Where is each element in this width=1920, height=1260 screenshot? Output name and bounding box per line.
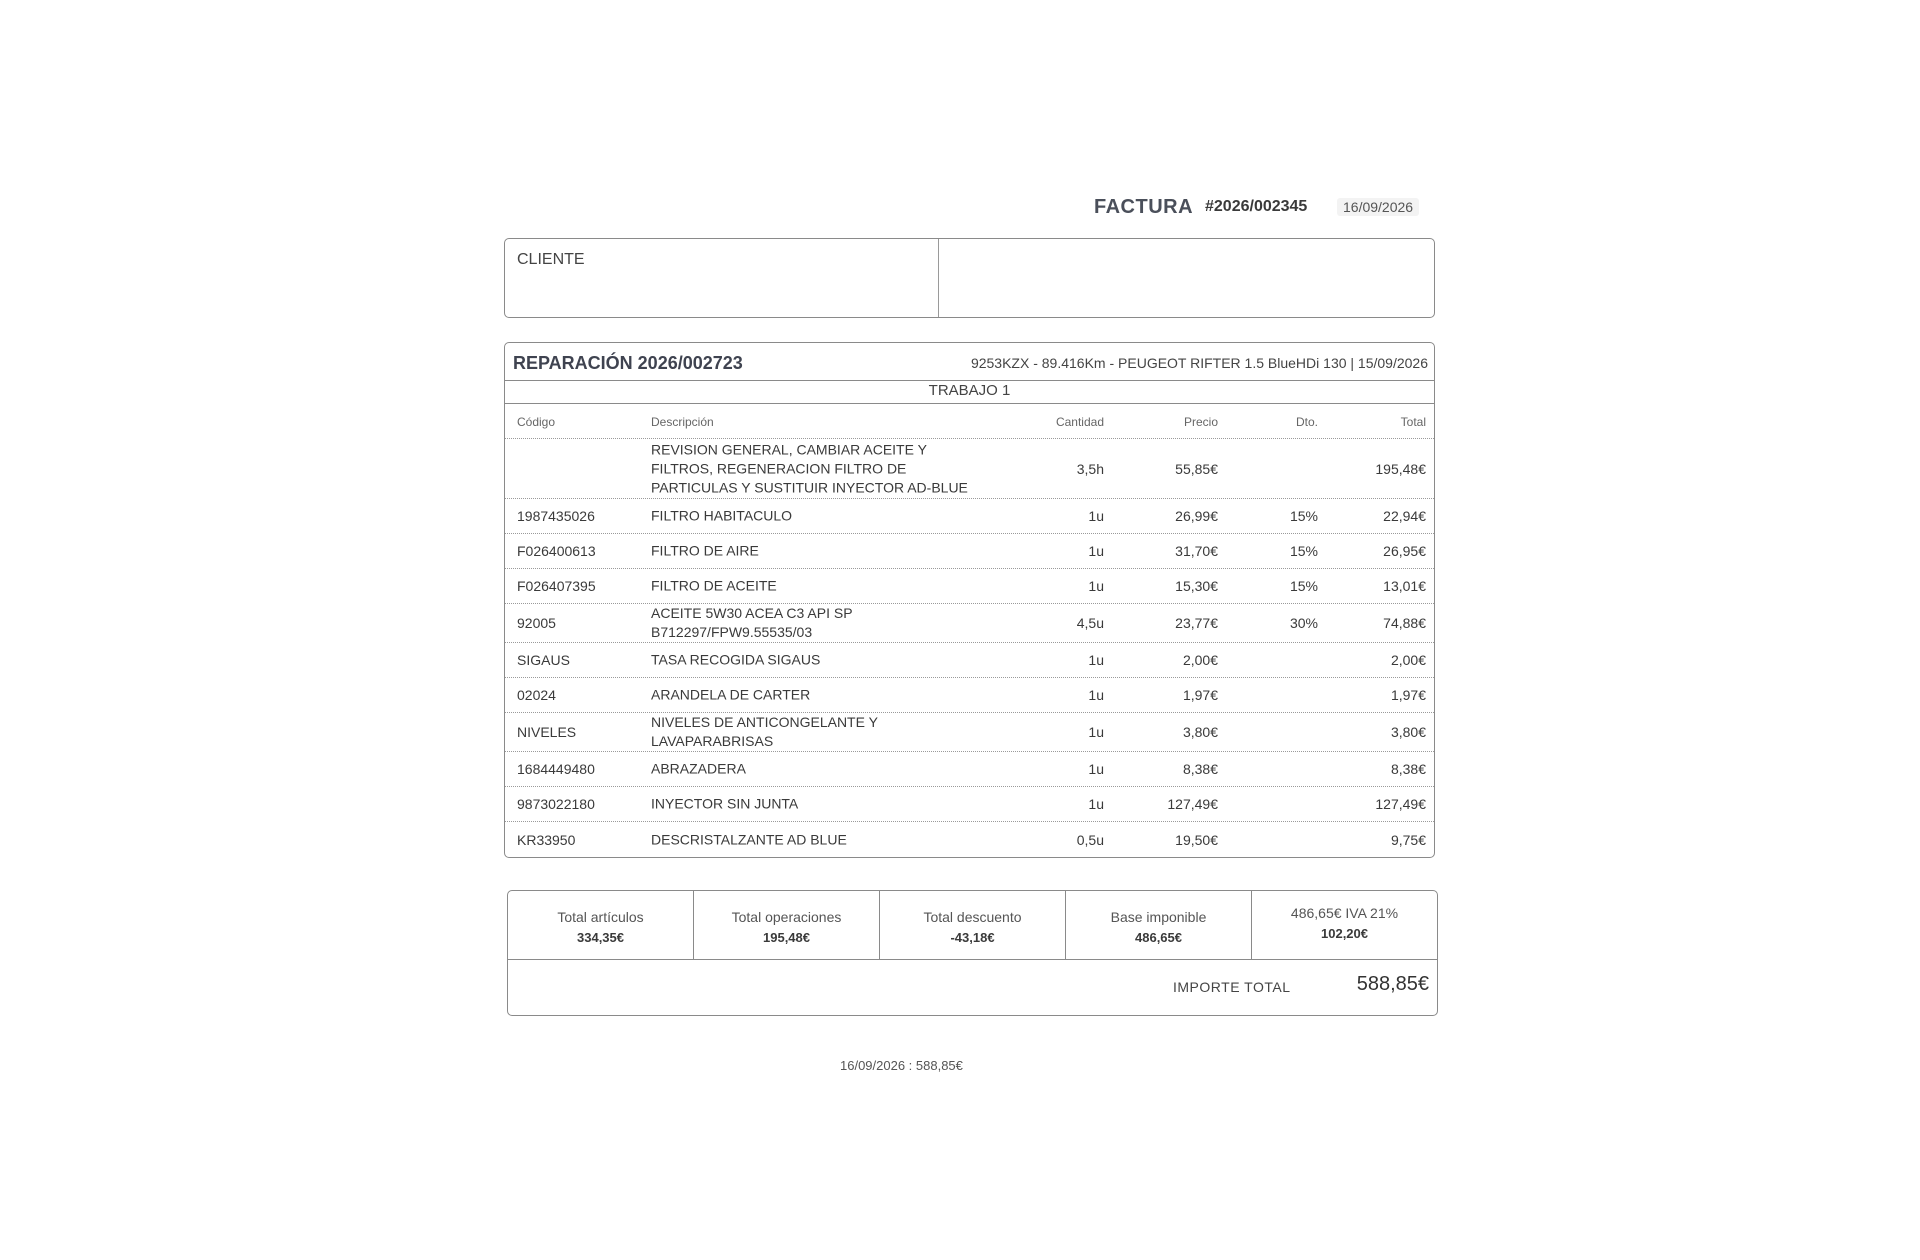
client-divider <box>938 239 939 317</box>
table-row <box>505 569 1434 604</box>
total-label: Total descuento <box>923 909 1022 925</box>
table-row <box>505 678 1434 713</box>
table-row <box>505 752 1434 787</box>
item-code: 9873022180 <box>517 796 595 812</box>
vehicle-info: 9253KZX - 89.416Km - PEUGEOT RIFTER 1.5 BlueHDi 130 | 15/09/2026 <box>970 355 1428 371</box>
grand-total-label: IMPORTE TOTAL <box>1173 979 1291 995</box>
grand-total-value: 588,85€ <box>1356 973 1429 995</box>
total-value: 195,48€ <box>763 930 810 945</box>
table-row <box>505 499 1434 534</box>
item-code: SIGAUS <box>517 652 570 668</box>
item-discount: 15% <box>1289 543 1318 559</box>
item-quantity: 0,5u <box>1076 832 1104 848</box>
item-total: 8,38€ <box>1390 761 1426 777</box>
table-row <box>505 534 1434 569</box>
total-items-cell <box>508 891 694 959</box>
column-header-price: Precio <box>1183 415 1218 429</box>
item-description: REVISION GENERAL, CAMBIAR ACEITE Y FILTROS, REGENERACION FILTRO DE PARTICULAS Y SUSTITUIR INYECTOR AD-BLUE <box>651 441 968 495</box>
item-total: 74,88€ <box>1383 615 1426 631</box>
item-description: FILTRO HABITACULO <box>651 507 793 524</box>
item-quantity: 1u <box>1088 543 1104 559</box>
item-description: NIVELES DE ANTICONGELANTE Y LAVAPARABRISAS <box>651 714 878 749</box>
item-total: 22,94€ <box>1383 508 1426 524</box>
item-price: 2,00€ <box>1182 652 1218 668</box>
table-row <box>505 604 1434 643</box>
client-box <box>504 238 1435 318</box>
tax-base-cell <box>1066 891 1252 959</box>
item-total: 1,97€ <box>1390 687 1426 703</box>
item-code: 92005 <box>517 615 556 631</box>
item-quantity: 1u <box>1088 687 1104 703</box>
repair-title: REPARACIÓN 2026/002723 <box>513 353 743 373</box>
item-price: 31,70€ <box>1175 543 1218 559</box>
item-total: 13,01€ <box>1383 578 1426 594</box>
totals-box <box>507 890 1438 1016</box>
item-code: 1987435026 <box>517 508 595 524</box>
divider <box>505 403 1434 404</box>
table-row <box>505 787 1434 822</box>
total-label: Total artículos <box>557 909 644 925</box>
item-description: ARANDELA DE CARTER <box>651 686 811 703</box>
item-price: 23,77€ <box>1175 615 1218 631</box>
divider <box>505 380 1434 381</box>
item-quantity: 1u <box>1088 724 1104 740</box>
item-code: NIVELES <box>517 724 577 740</box>
total-discount-cell <box>880 891 1066 959</box>
column-header-code: Código <box>517 415 556 429</box>
work-title: TRABAJO 1 <box>928 382 1011 399</box>
item-description: ABRAZADERA <box>651 760 746 777</box>
item-quantity: 4,5u <box>1076 615 1104 631</box>
vat-cell <box>1252 891 1437 959</box>
item-price: 15,30€ <box>1175 578 1218 594</box>
item-total: 2,00€ <box>1390 652 1426 668</box>
item-discount: 15% <box>1289 578 1318 594</box>
item-total: 127,49€ <box>1375 796 1426 812</box>
column-header-quantity: Cantidad <box>1055 415 1104 429</box>
item-quantity: 1u <box>1088 652 1104 668</box>
item-total: 3,80€ <box>1390 724 1426 740</box>
item-code: F026407395 <box>517 578 596 594</box>
total-value: 102,20€ <box>1321 926 1368 941</box>
item-price: 26,99€ <box>1175 508 1218 524</box>
total-value: 486,65€ <box>1135 930 1182 945</box>
item-quantity: 1u <box>1088 508 1104 524</box>
item-description: ACEITE 5W30 ACEA C3 API SP B712297/FPW9.55535/03 <box>651 605 853 640</box>
item-price: 1,97€ <box>1182 687 1218 703</box>
document-title: FACTURA <box>1094 196 1194 218</box>
total-label: Total operaciones <box>731 909 842 925</box>
column-header-total: Total <box>1400 415 1426 429</box>
total-value: 334,35€ <box>577 930 624 945</box>
item-description: TASA RECOGIDA SIGAUS <box>651 651 821 668</box>
item-description: FILTRO DE ACEITE <box>651 577 777 594</box>
total-value: -43,18€ <box>950 930 995 945</box>
item-discount: 15% <box>1289 508 1318 524</box>
item-description: DESCRISTALZANTE AD BLUE <box>651 831 847 848</box>
item-total: 195,48€ <box>1375 460 1426 477</box>
repair-box <box>504 342 1435 858</box>
item-description: INYECTOR SIN JUNTA <box>651 795 799 812</box>
client-label: CLIENTE <box>517 251 585 268</box>
item-quantity: 3,5h <box>1076 460 1104 477</box>
item-price: 127,49€ <box>1167 796 1218 812</box>
total-operations-cell <box>694 891 880 959</box>
footer-note: 16/09/2026 : 588,85€ <box>840 1058 963 1073</box>
table-row <box>505 822 1434 858</box>
item-quantity: 1u <box>1088 761 1104 777</box>
total-label: Base imponible <box>1110 909 1207 925</box>
item-price: 19,50€ <box>1175 832 1218 848</box>
invoice-number: #2026/002345 <box>1205 198 1308 215</box>
item-code: 1684449480 <box>517 761 595 777</box>
line-items <box>505 439 1434 858</box>
item-discount: 30% <box>1289 615 1318 631</box>
table-row <box>505 713 1434 752</box>
invoice-date: 16/09/2026 <box>1337 198 1419 216</box>
item-description: FILTRO DE AIRE <box>651 542 759 559</box>
column-header-description: Descripción <box>651 415 714 429</box>
column-header-discount: Dto. <box>1295 415 1318 429</box>
total-label: 486,65€ IVA 21% <box>1290 905 1399 921</box>
item-price: 55,85€ <box>1175 460 1218 477</box>
table-row <box>505 643 1434 678</box>
item-code: KR33950 <box>517 832 576 848</box>
item-quantity: 1u <box>1088 578 1104 594</box>
item-price: 3,80€ <box>1182 724 1218 740</box>
item-code: 02024 <box>517 687 556 703</box>
item-quantity: 1u <box>1088 796 1104 812</box>
table-row <box>505 439 1434 499</box>
divider <box>508 959 1437 960</box>
item-price: 8,38€ <box>1182 761 1218 777</box>
item-total: 9,75€ <box>1390 832 1426 848</box>
item-code: F026400613 <box>517 543 596 559</box>
item-total: 26,95€ <box>1383 543 1426 559</box>
